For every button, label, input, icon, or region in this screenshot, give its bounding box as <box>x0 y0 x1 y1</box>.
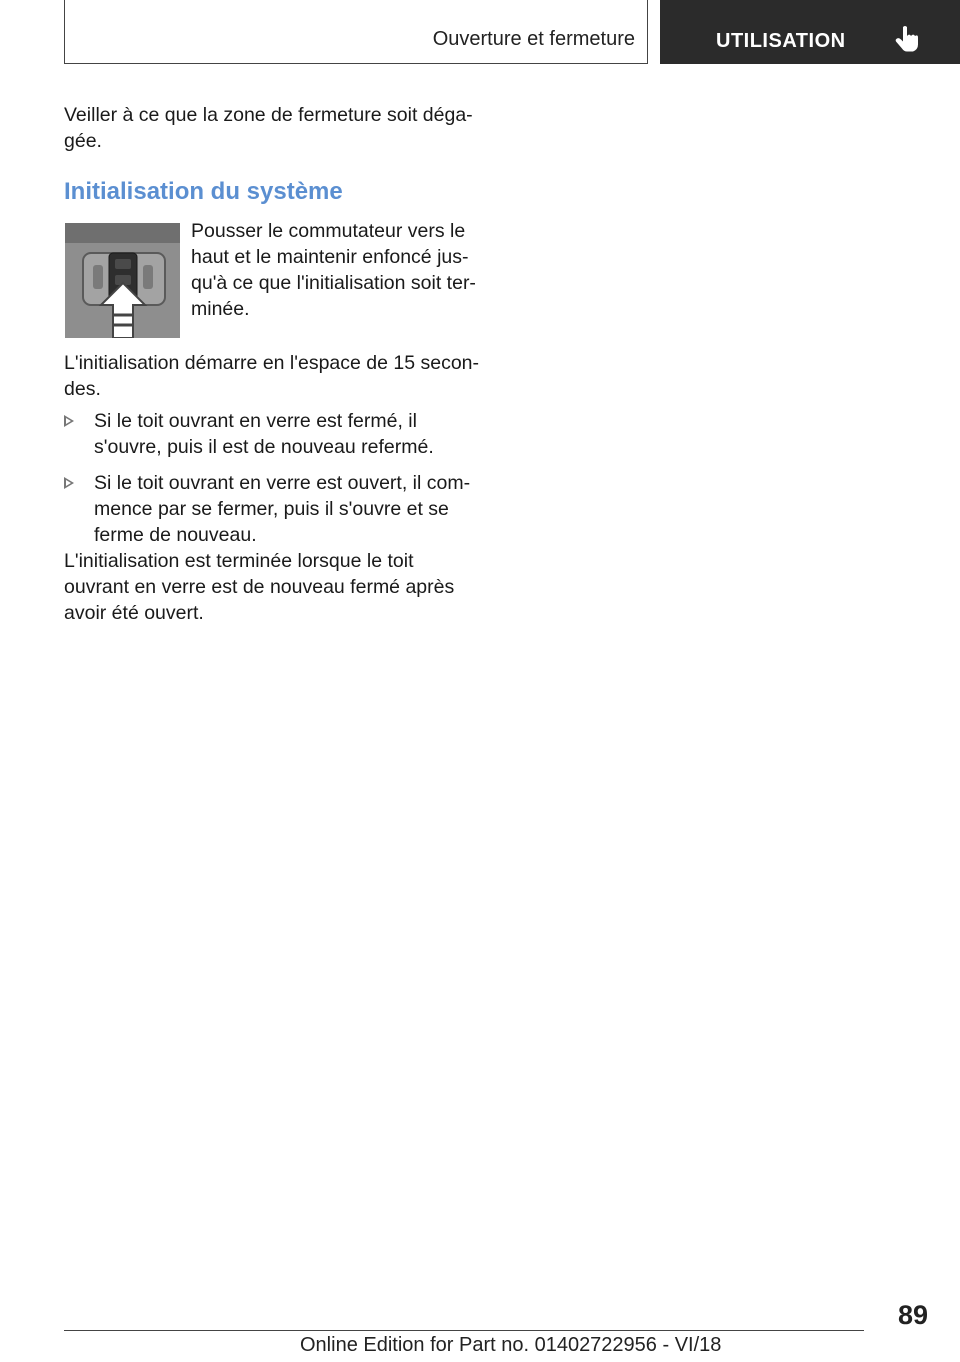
triangle-bullet-icon <box>64 477 74 489</box>
list-item-text: Si le toit ouvrant en verre est fermé, il s'ouvre, puis il est de nouveau refermé. <box>94 410 434 458</box>
chapter-title: UTILISATION <box>716 30 846 52</box>
section-heading: Initialisation du système <box>64 178 343 205</box>
section-title: Ouverture et fermeture <box>432 28 635 50</box>
footer-divider <box>64 1330 864 1331</box>
switch-illustration <box>65 223 180 338</box>
figure-caption: Pousser le commutateur vers le haut et le maintenir enfoncé jus-qu'à ce que l'initialisation soit ter-minée. <box>191 220 476 320</box>
page-number: 89 <box>897 1300 928 1330</box>
bullet-list <box>64 408 484 558</box>
pointing-hand-icon <box>894 24 922 54</box>
edition-footer: Online Edition for Part no. 01402722956 - VI/18 <box>300 1334 722 1356</box>
header-section-box <box>64 0 648 64</box>
start-paragraph: L'initialisation démarre en l'espace de 15 secon-des. <box>64 352 480 400</box>
header-chapter-box <box>660 0 960 64</box>
list-item-text: Si le toit ouvrant en verre est ouvert, il com-mence par se fermer, puis il s'ouvre et se ferme de nouveau. <box>94 472 471 546</box>
intro-paragraph: Veiller à ce que la zone de fermeture soit déga-gée. <box>64 104 473 152</box>
list-item <box>64 470 484 548</box>
list-item <box>64 408 484 460</box>
triangle-bullet-icon <box>64 415 74 427</box>
end-paragraph: L'initialisation est terminée lorsque le toit ouvrant en verre est de nouveau fermé après avoir été ouvert. <box>64 550 455 624</box>
